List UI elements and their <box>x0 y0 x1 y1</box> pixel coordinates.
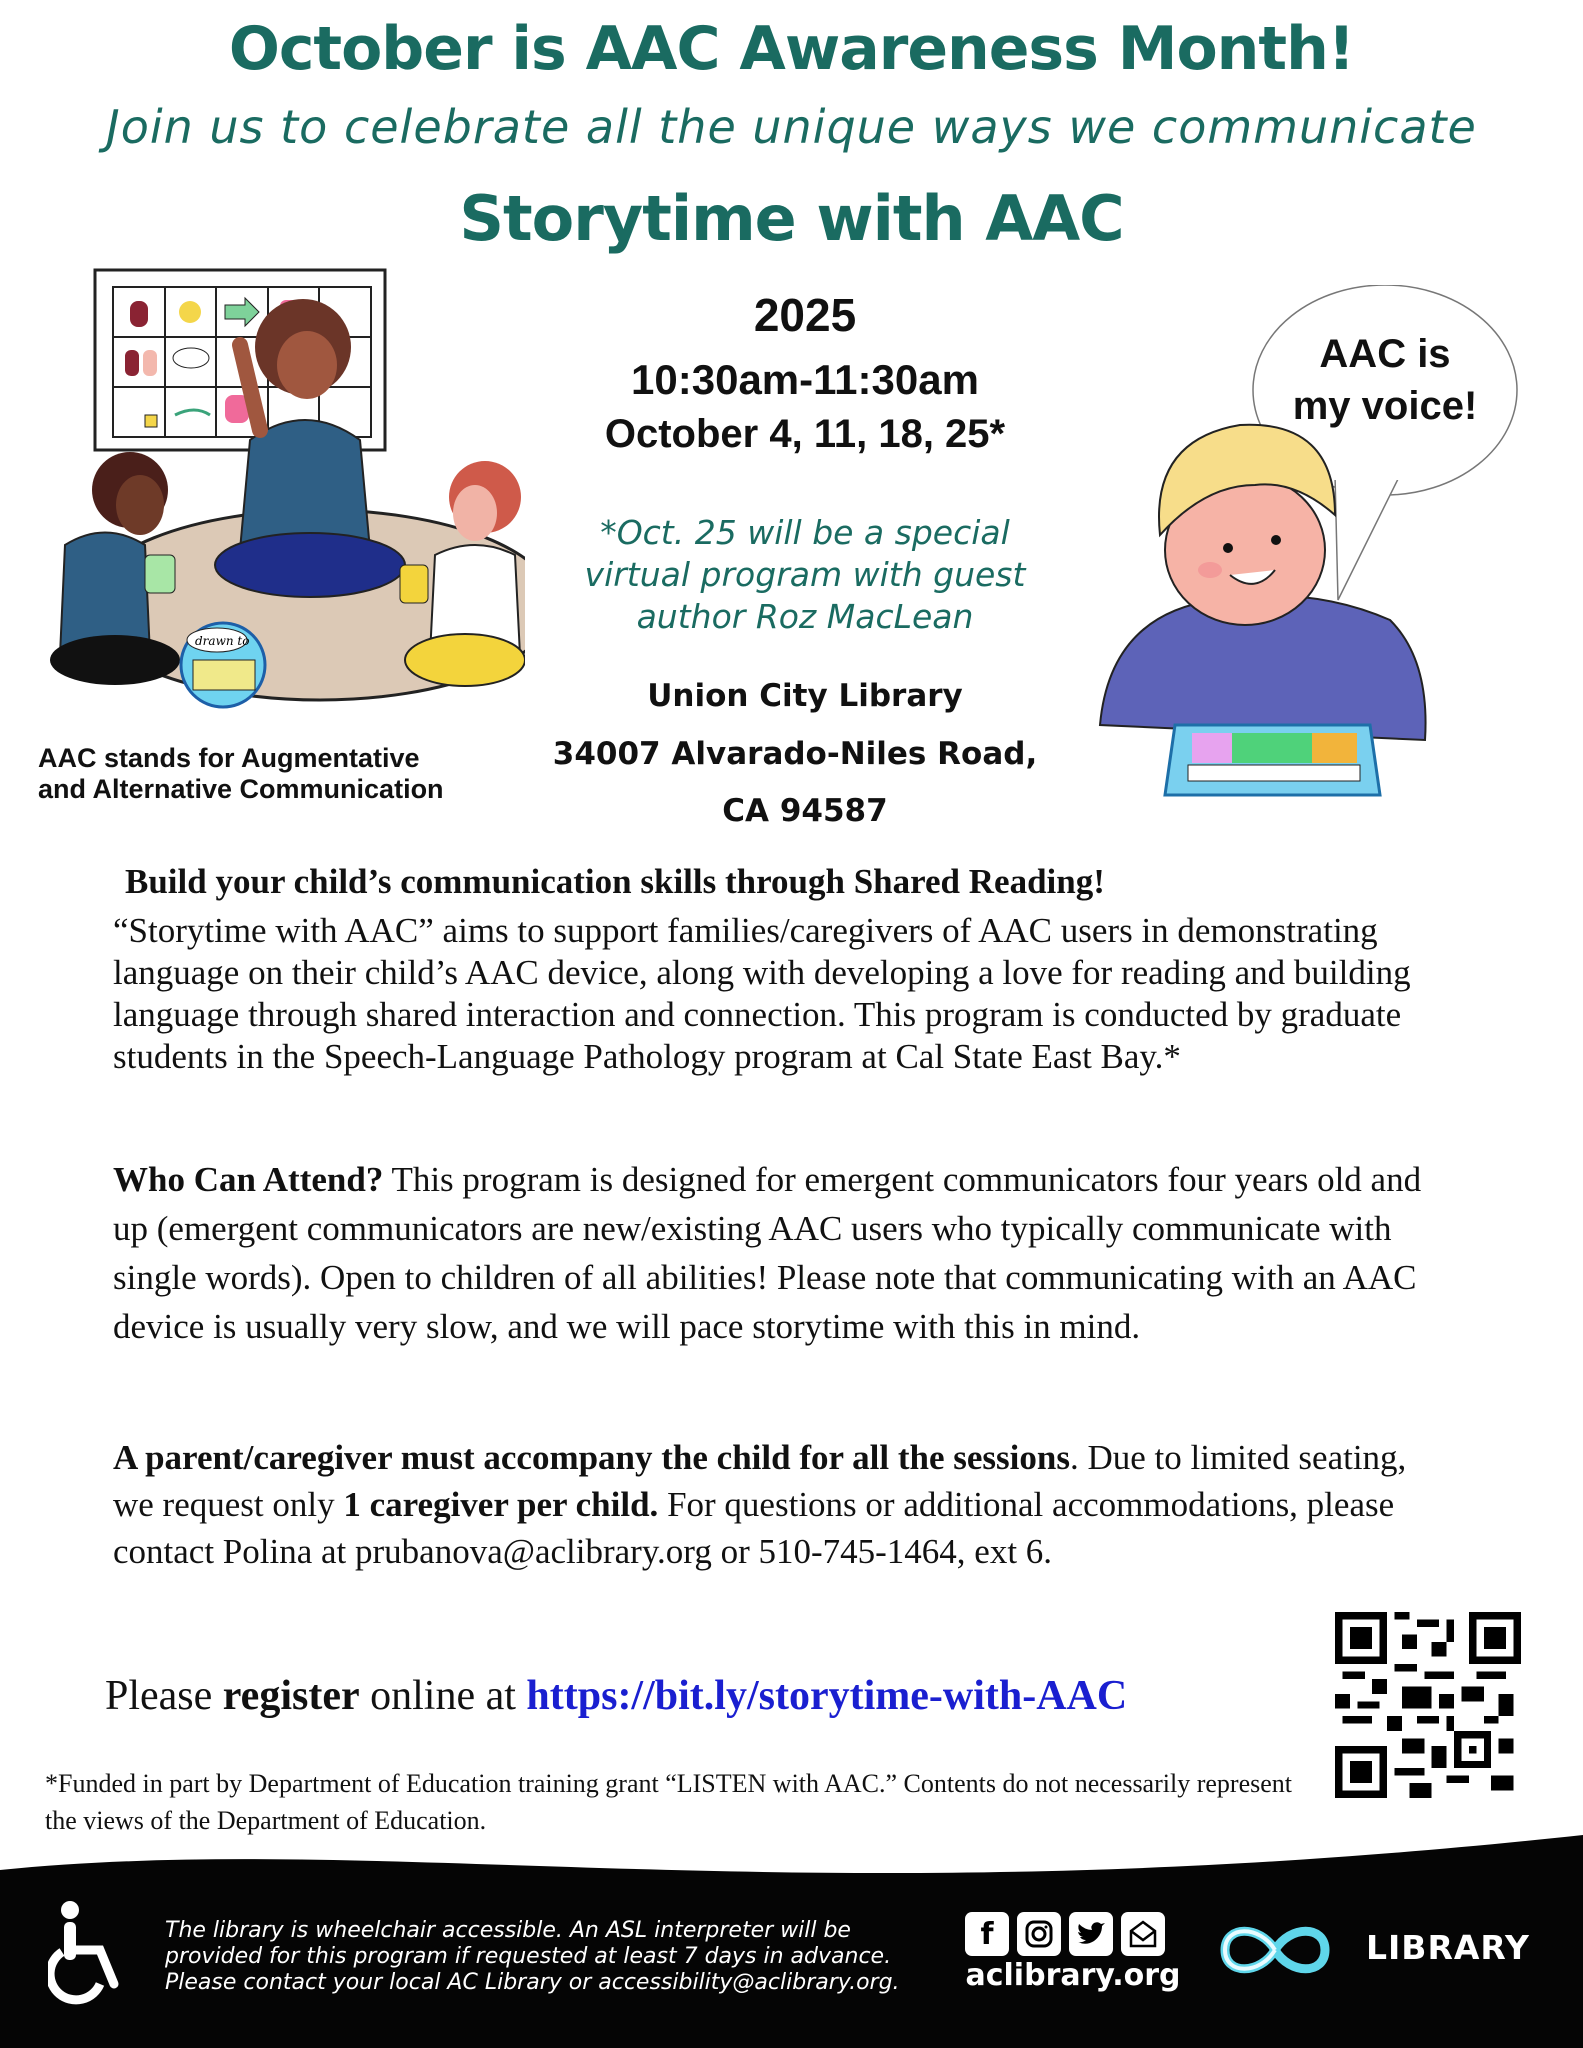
event-dates: October 4, 11, 18, 25* <box>604 412 1006 456</box>
wheelchair-accessible-icon <box>48 1900 134 2010</box>
location-street: 34007 Alvarado-Niles Road, <box>552 736 1038 772</box>
library-brand: LIBRARY <box>1366 1928 1530 1967</box>
location-city: CA 94587 <box>722 793 888 829</box>
body-paragraph-1: “Storytime with AAC” aims to support families/caregivers of AAC users in demonstrating language on their child’s AAC device, along with developing a love for reading and building language through shared interaction and connection. This program is conducted by graduate students in the Speech-Language Pathology program at Cal State East Bay.* <box>113 911 1411 1076</box>
accessibility-notice: The library is wheelchair accessible. An ASL interpreter will be provided for this program if requested at least 7 days in advance. Please contact your local AC Library or accessibility@aclibrary.org. <box>165 1918 900 1995</box>
instagram-icon[interactable] <box>1017 1912 1061 1956</box>
register-link[interactable]: https://bit.ly/storytime-with-AAC <box>526 1673 1128 1719</box>
facebook-icon[interactable]: f <box>965 1912 1009 1956</box>
funding-note: *Funded in part by Department of Education training grant “LISTEN with AAC.” Contents do not necessarily represent the views of the Department of Education. <box>45 1769 1292 1835</box>
speech-bubble: AAC is my voice! <box>1292 332 1478 428</box>
body-paragraph-2: Who Can Attend? This program is designed for emergent communicators four years old and up (emergent communicators are new/existing AAC users who typically communicate with single words). Open to children of all abilities! Please note that communicating with an AAC device is usually very slow, and we will pace storytime with this in mind. <box>113 1160 1422 1346</box>
body-heading: Build your child’s communication skills through Shared Reading! <box>125 862 1105 901</box>
event-year: 2025 <box>753 289 857 341</box>
children-circle-illustration <box>45 265 525 715</box>
event-time: 10:30am-11:30am <box>631 356 979 403</box>
website-link[interactable]: aclibrary.org <box>965 1958 1181 1993</box>
page-subtitle: Join us to celebrate all the unique ways we communicate <box>106 100 1477 154</box>
page-title: October is AAC Awareness Month! <box>228 14 1355 84</box>
location-name: Union City Library <box>647 678 963 714</box>
twitter-icon[interactable] <box>1069 1912 1113 1956</box>
register-line: Please register online at https://bit.ly/storytime-with-AAC <box>105 1673 1128 1719</box>
special-note: *Oct. 25 will be a special virtual program with guest author Roz MacLean <box>584 513 1026 636</box>
email-icon[interactable] <box>1121 1912 1165 1956</box>
social-icons <box>965 1912 1175 1956</box>
aac-definition: AAC stands for Augmentative and Alternative Communication <box>38 743 444 804</box>
ac-library-logo-icon <box>1220 1920 1330 1980</box>
svg-text:drawn to: drawn to <box>195 634 250 648</box>
qr-code[interactable] <box>1335 1612 1521 1798</box>
event-name: Storytime with AAC <box>459 182 1124 255</box>
body-paragraph-3: A parent/caregiver must accompany the child for all the sessions. Due to limited seating, we request only 1 caregiver per child. For questions or additional accommodations, please contact Polina at prubanova@aclibrary.org or 510-745-1464, ext 6. <box>113 1438 1407 1571</box>
